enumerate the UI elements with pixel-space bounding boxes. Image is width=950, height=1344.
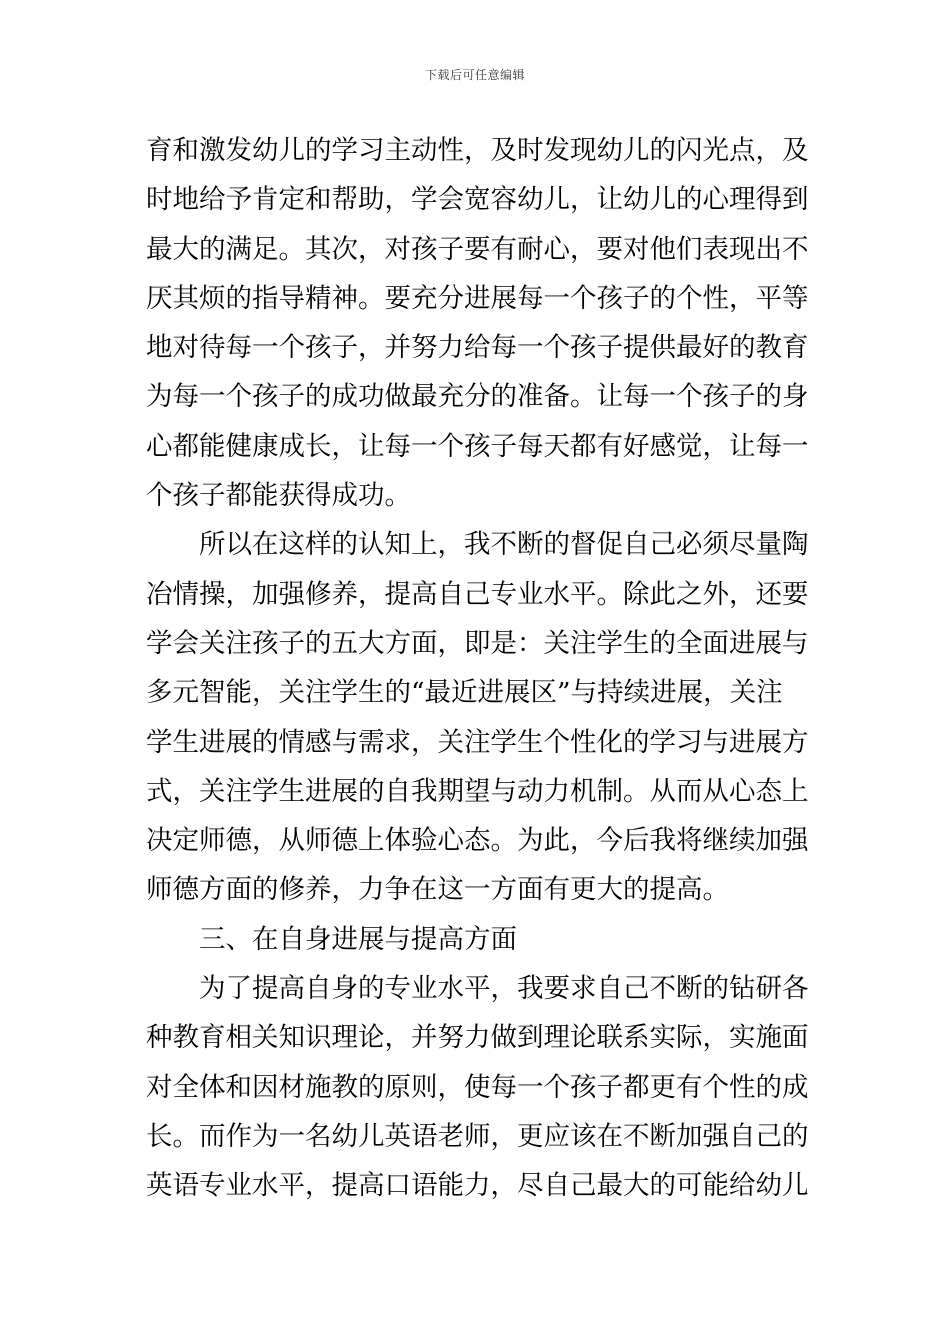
text-line: 冶情操，加强修养，提高自己专业水平。除此之外，还要 <box>146 578 808 610</box>
text-line: 长。而作为一名幼儿英语老师，更应该在不断加强自己的 <box>146 1120 808 1152</box>
text-line: 式，关注学生进展的自我期望与动力机制。从而从心态上 <box>146 775 808 807</box>
text-line: 最大的满足。其次，对孩子要有耐心，要对他们表现出不 <box>146 233 808 265</box>
text-line: 时地给予肯定和帮助，学会宽容幼儿，让幼儿的心理得到 <box>146 184 808 216</box>
text-line: 多元智能，关注学生的“最近进展区”与持续进展，关注 <box>146 677 783 709</box>
text-line: 为每一个孩子的成功做最充分的准备。让每一个孩子的身 <box>146 381 808 413</box>
paragraph-start-line: 所以在这样的认知上，我不断的督促自己必须尽量陶 <box>199 529 808 561</box>
text-line: 厌其烦的指导精神。要充分进展每一个孩子的个性，平等 <box>146 282 808 314</box>
text-line: 对全体和因材施教的原则，使每一个孩子都更有个性的成 <box>146 1071 808 1103</box>
paragraph-start-line: 为了提高自身的专业水平，我要求自己不断的钻研各 <box>199 973 808 1005</box>
text-line: 决定师德，从师德上体验心态。为此，今后我将继续加强 <box>146 825 808 857</box>
text-line: 师德方面的修养，力争在这一方面有更大的提高。 <box>146 874 729 906</box>
text-line: 地对待每一个孩子，并努力给每一个孩子提供最好的教育 <box>146 332 808 364</box>
section-heading: 三、在自身进展与提高方面 <box>199 923 517 955</box>
text-line: 种教育相关知识理论，并努力做到理论联系实际，实施面 <box>146 1022 808 1054</box>
text-line: 学生进展的情感与需求，关注学生个性化的学习与进展方 <box>146 726 808 758</box>
text-line: 心都能健康成长，让每一个孩子每天都有好感觉，让每一 <box>146 430 808 462</box>
text-line: 个孩子都能获得成功。 <box>146 480 411 512</box>
header-note: 下载后可任意编辑 <box>424 68 525 82</box>
text-line: 英语专业水平，提高口语能力，尽自己最大的可能给幼儿 <box>146 1170 808 1202</box>
text-line: 育和激发幼儿的学习主动性，及时发现幼儿的闪光点，及 <box>146 135 808 166</box>
body-text <box>146 126 808 1211</box>
text-line: 学会关注孩子的五大方面，即是：关注学生的全面进展与 <box>146 627 808 659</box>
